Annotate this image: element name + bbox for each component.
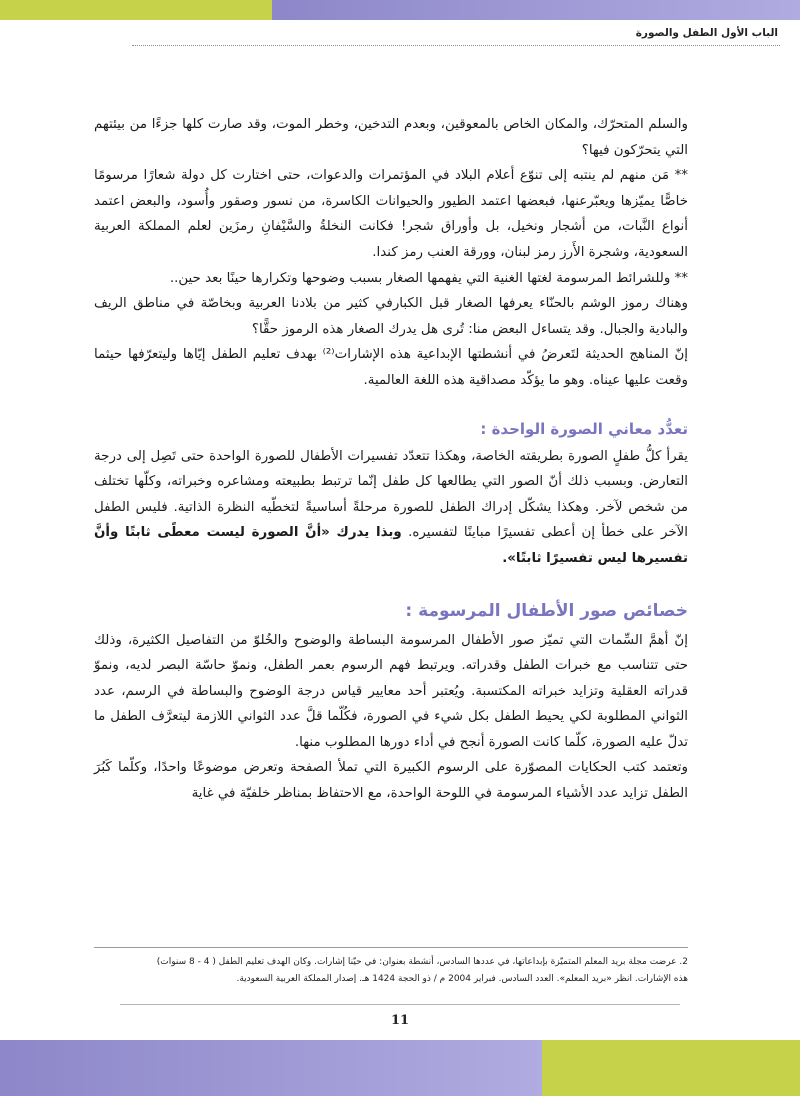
page-body	[94, 112, 688, 807]
paragraph-2: ** مَن منهم لم ينتبه إلى تنوّع أعلام البلاد في المؤتمرات والدعوات، حتى اختارت كل دولة شعارًا مرسومًا خاصًّا يميّزها ويعبّرعنها، فبعضها اعتمد الطيور والحيوانات الكاسرة، من نسور وصقور وأُسود، والبعض اعتمد أنواع النَّبات، من أشجار ونخيل، بل وأوراق شجر! فكانت النخلةُ والسَّيْفانِ رمزَين لعلم المملكة العربية السعودية، وشجرة الأَرز رمز لبنان، وورقة العنب رمز كندا.	[94, 168, 688, 260]
section-1-bold-conclusion: وبذا يدرك «أنَّ الصورة ليست معطًى ثابتًا وأنَّ تفسيرها ليس تفسيرًا ثابتًا».	[94, 525, 688, 566]
section-2-paragraph-1: إنّ أهمَّ السِّمات التي تميّز صور الأطفال المرسومة البساطة والوضوح والخُلوّ من التفاصيل الكثيرة، وذلك حتى تتناسب مع خبرات الطفل وقدراته. ويرتبط فهم الرسوم بعمر الطفل، ونموّ حاسّة البصر لديه، ونموّ قدراته العقلية وتزايد خبراته المكتسبة. ويُعتبر أحد معايير قياس درجة الوضوح والبساطة في الرسم، عدد الثواني المطلوبة لكي يحيط الطفل بكل شيء في الصورة، فكُلّما قلَّ عدد الثواني اللازمة ليتعرَّف الطفل ما تدلّ عليه الصورة، كلّما كانت الصورة أنجح في أداء دورها المطلوب منها.	[94, 632, 688, 750]
page-number: 11	[390, 1013, 410, 1028]
top-green-band	[0, 0, 272, 20]
section-title-multiple-meanings: تعدُّد معاني الصورة الواحدة :	[480, 419, 688, 438]
paragraph-3: ** وللشرائط المرسومة لغتها الغنية التي يفهمها الصغار بسبب وضوحها وتكرارها حينًا بعد حين..	[169, 270, 688, 286]
section-title-drawn-pictures: خصائص صور الأطفال المرسومة :	[405, 600, 688, 621]
bottom-green-band	[542, 1040, 800, 1096]
header-dotted-rule	[132, 45, 780, 46]
bottom-purple-band	[0, 1040, 542, 1096]
footnote	[94, 954, 688, 988]
folio-rule	[120, 1004, 680, 1005]
footnote-line-1: 2. عرضت مجلة بريد المعلم المتميّزة بإبداعاتها، في عددها السادس، أنشطة بعنوان: في حيّنا إشارات. وكان الهدف تعليم الطفل ( 4 - 8 سنوات)	[156, 957, 688, 967]
footnote-rule	[94, 947, 688, 948]
paragraph-5: إنّ المناهج الحديثة لتَعرضُ في أنشطتها الإبداعية هذه الإشارات⁽²⁾ بهدف تعليم الطفل إيّاها وليتعرّفها حيثما وقعت عليها عيناه. وهو ما يؤكّد مصداقية هذه اللغة العالمية.	[94, 347, 689, 388]
section-1-text: يقرأ كلُّ طفلٍ الصورة بطريقته الخاصة، وهكذا تتعدّد تفسيرات الأطفال للصورة الواحدة حتى تَصِل إلى درجة التعارض. وبسبب ذلك أنّ الصور التي يطالعها كل طفل إنّما ترتبط بطبيعته ومشاعره وخبراته، وكلّها تختلف من شخص لآخر. وهكذا يشكّل إدراك الطفل للصورة مرحلةً أساسيةً لتخطّيه النظرة الذاتية. فليس الطفل الآخر على خطأ إن أعطى تفسيرًا مباينًا لتفسيره.	[94, 448, 689, 541]
footnote-line-2: هذه الإشارات. انظر «بريد المعلم». العدد السادس. فبراير 2004 م / ذو الحجة 1424 هـ. إصدار المملكة العربية السعودية.	[236, 974, 688, 984]
section-1-paragraph	[94, 444, 688, 572]
section-2-paragraph-2: وتعتمد كتب الحكايات المصوّرة على الرسوم الكبيرة التي تملأ الصفحة وتعرض موضوعًا واحدًا، وكلّما كَبُرَ الطفل تزايد عدد الأشياء المرسومة في اللوحة الواحدة، مع الاحتفاظ بمناظر خلفيّة في غاية	[94, 760, 688, 802]
paragraph-1: والسلم المتحرّك، والمكان الخاص بالمعوقين، وبعدم التدخين، وخطر الموت، وقد صارت كلها جزءًا من بيئتهم التي يتحرّكون فيها؟	[94, 117, 688, 158]
running-header: الباب الأول الطفل والصورة	[635, 27, 778, 39]
paragraph-4: وهناك رموز الوشم بالحنّاء يعرفها الصغار قبل الكبارفي كثير من بلادنا العربية وبخاصّة في مناطق الريف والبادية والجبال. وقد يتساءل البعض منا: تُرى هل يدرك الصغار هذه الرموز حقًّا؟	[94, 296, 688, 337]
top-purple-band	[272, 0, 800, 20]
